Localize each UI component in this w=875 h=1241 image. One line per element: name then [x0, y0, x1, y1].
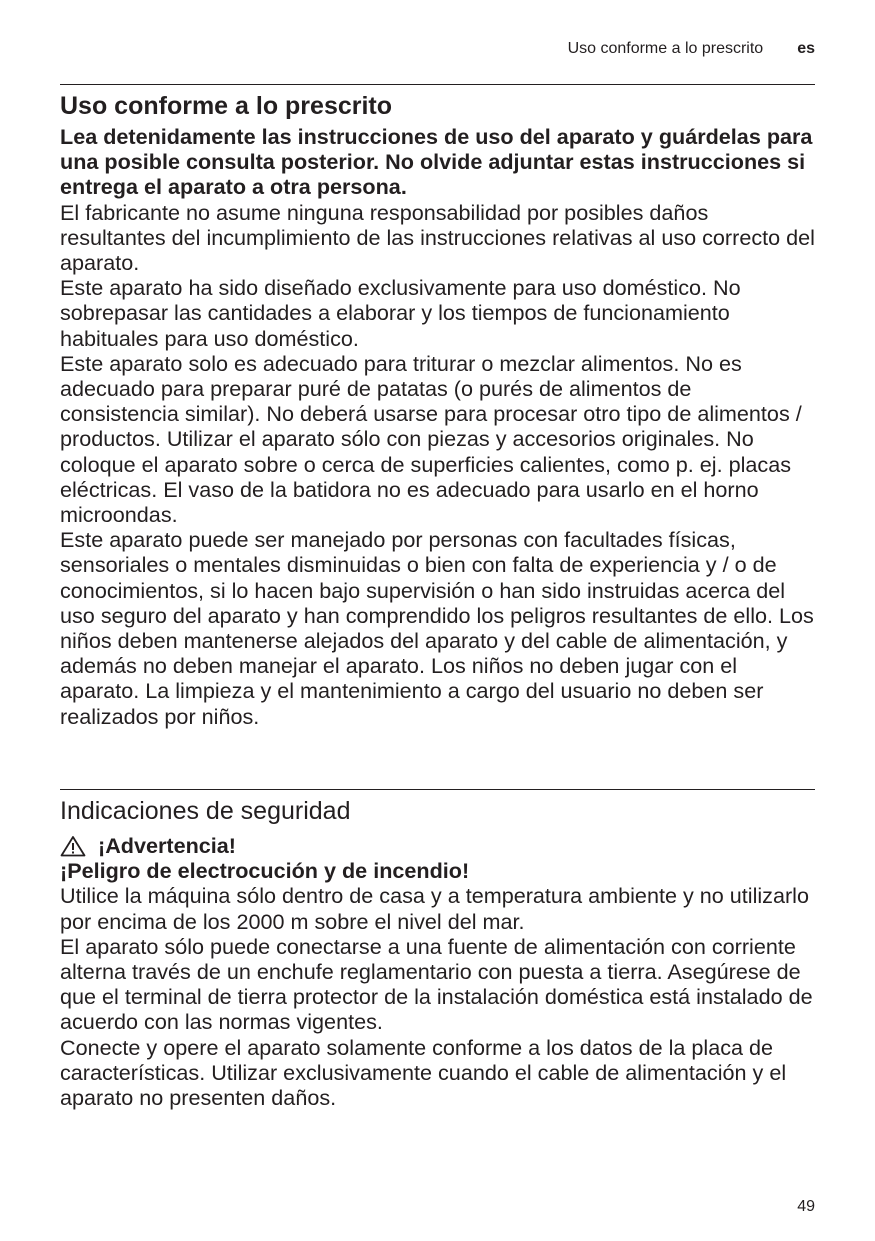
running-header [568, 39, 815, 59]
warning-label: ¡Advertencia! [98, 833, 236, 858]
section-title-intended-use: Uso conforme a lo prescrito [60, 92, 393, 120]
page-number: 49 [797, 1198, 815, 1215]
body-paragraph: Conecte y opere el aparato solamente conforme a los datos de la placa de características. Utilizar exclusivamente cuando el cable de alimentación y el aparato no presenten daños. [60, 1034, 787, 1111]
safety-body [60, 833, 815, 1110]
intended-use-body [60, 124, 815, 729]
section-title-safety: Indicaciones de seguridad [60, 797, 351, 825]
warning-line [60, 833, 815, 858]
language-code: es [797, 40, 815, 57]
body-paragraph: Este aparato ha sido diseñado exclusivamente para uso doméstico. No sobrepasar las cantidades a elaborar y los tiempos de funcionamiento habituales para uso doméstico. [60, 275, 741, 351]
intro-bold-paragraph: Lea detenidamente las instrucciones de uso del aparato y guárdelas para una posible consulta posterior. No olvide adjuntar estas instrucciones si entrega el aparato a otra persona. [60, 124, 813, 200]
danger-heading: ¡Peligro de electrocución y de incendio! [60, 858, 470, 884]
body-paragraph: Este aparato solo es adecuado para triturar o mezclar alimentos. No es adecuado para preparar puré de patatas (o purés de alimentos de consistencia similar). No deberá usarse para procesar otro tipo de alimentos / productos. Utilizar el aparato sólo con piezas y accesorios originales. No coloque el aparato sobre o cerca de superficies calientes, como p. ej. placas eléctricas. El vaso de la batidora no es adecuado para usarlo en el horno microondas. [60, 350, 802, 528]
warning-triangle-icon [60, 835, 86, 857]
page [60, 0, 815, 1241]
body-paragraph: El aparato sólo puede conectarse a una fuente de alimentación con corriente alterna través de un enchufe reglamentario con puesta a tierra. Asegúrese de que el terminal de tierra protector de la instalación doméstica está instalado de acuerdo con las normas vigentes. [60, 933, 813, 1035]
body-paragraph: Este aparato puede ser manejado por personas con facultades físicas, sensoriales o mentales disminuidas o bien con falta de experiencia y / o de conocimientos, si lo hacen bajo supervisión o han sido instruidas acerca del uso seguro del aparato y han comprendido los peligros resultantes de ello. Los niños deben mantenerse alejados del aparato y del cable de alimentación, y además no deben manejar el aparato. Los niños no deben jugar con el aparato. La limpieza y el mantenimiento a cargo del usuario no deben ser realizados por niños. [60, 527, 814, 729]
body-paragraph: Utilice la máquina sólo dentro de casa y a temperatura ambiente y no utilizarlo por encima de los 2000 m sobre el nivel del mar. [60, 883, 809, 934]
running-header-title: Uso conforme a lo prescrito [567, 40, 764, 57]
section-divider [60, 789, 815, 790]
header-divider [60, 84, 815, 85]
body-paragraph: El fabricante no asume ninguna responsabilidad por posibles daños resultantes del incumplimiento de las instrucciones relativas al uso correcto del aparato. [60, 199, 815, 276]
